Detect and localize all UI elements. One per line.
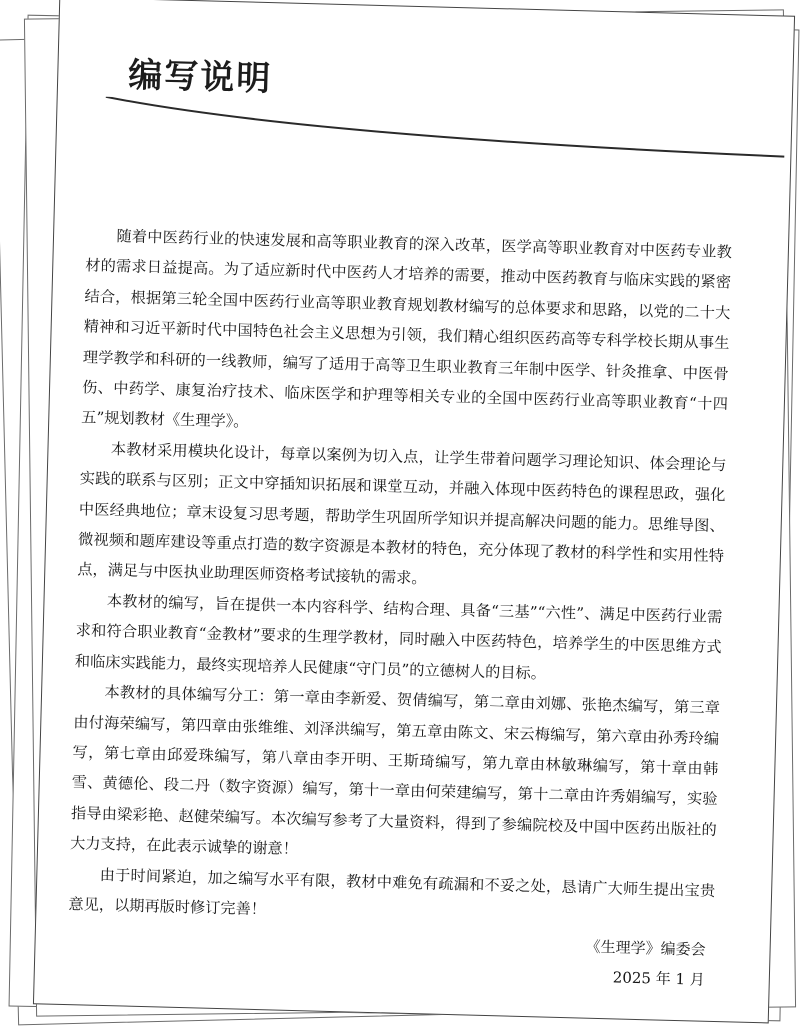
paragraph-design: 本教材采用模块化设计，每章以案例为切入点，让学生带着问题学习理论知识、体会理论与实践的联系与区别；正文中穿插知识拓展和课堂互动，并融入体现中医药特色的课程思政，强化中医经典地位；章末设复习思考题，帮助学生巩固所学知识并提高解决问题的能力。思维导图、微视频和题库建设等重点打造的数字资源是本教材的特色，充分体现了教材的科学性和实用性特点，满足与中医执业助理医师资格考试接轨的需求。	[77, 439, 727, 588]
paragraph-division-of-labor: 本教材的具体编写分工：第一章由李新爱、贺倩编写，第二章由刘娜、张艳杰编写，第三章由付海荣编写，第四章由张维维、刘泽洪编写，第五章由陈文、宋云梅编写，第六章由孙秀玲编写，第七章由邱爱珠编写，第八章由李开明、王斯琦编写，第九章由林敏琳编写，第十章由韩雪、黄德伦、段二丹（数字资源）编写，第十一章由何荣建编写，第十二章由许秀娟编写，实验指导由梁彩艳、赵健荣编写。本次编写参考了大量资料，得到了参编院校及中国中医药出版社的大力支持，在此表示诚挚的谢意！	[69, 683, 721, 859]
paragraph-purpose: 本教材的编写，旨在提供一本内容科学、结构合理、具备“三基”“六性”、满足中医药行业需求和符合职业教育“金教材”要求的生理学教材，同时融入中医药特色，培养学生的中医思维方式和临床实践能力，最终实现培养人民健康“守门员”的立德树人的目标。	[74, 591, 723, 683]
document-page	[33, 0, 795, 1023]
paragraph-apology: 由于时间紧迫，加之编写水平有限，教材中难免有疏漏和不妥之处，恳请广大师生提出宝贵意见，以期再版时修订完善！	[68, 865, 716, 919]
signature-block	[504, 930, 706, 995]
title-underline	[105, 97, 786, 159]
page-title: 编写说明	[127, 55, 273, 100]
publication-date: 2025 年 1 月	[612, 968, 706, 989]
document-body	[68, 220, 732, 936]
editorial-committee: 《生理学》编委会	[585, 937, 706, 959]
paragraph-intro: 随着中医药行业的快速发展和高等职业教育的深入改革，医学高等职业教育对中医药专业教材的需求日益提高。为了适应新时代中医药人才培养的需要，推动中医药教育与临床实践的紧密结合，根据第三轮全国中医药行业高等职业教育规划教材编写的总体要求和思路，以党的二十大精神和习近平新时代中国特色社会主义思想为引领，我们精心组织医药高等专科学校长期从事生理学教学和科研的一线教师，编写了适用于高等卫生职业教育三年制中医学、针灸推拿、中医骨伤、中药学、康复治疗技术、临床医学和护理等相关专业的全国中医药行业高等职业教育“十四五”规划教材《生理学》。	[81, 227, 733, 432]
